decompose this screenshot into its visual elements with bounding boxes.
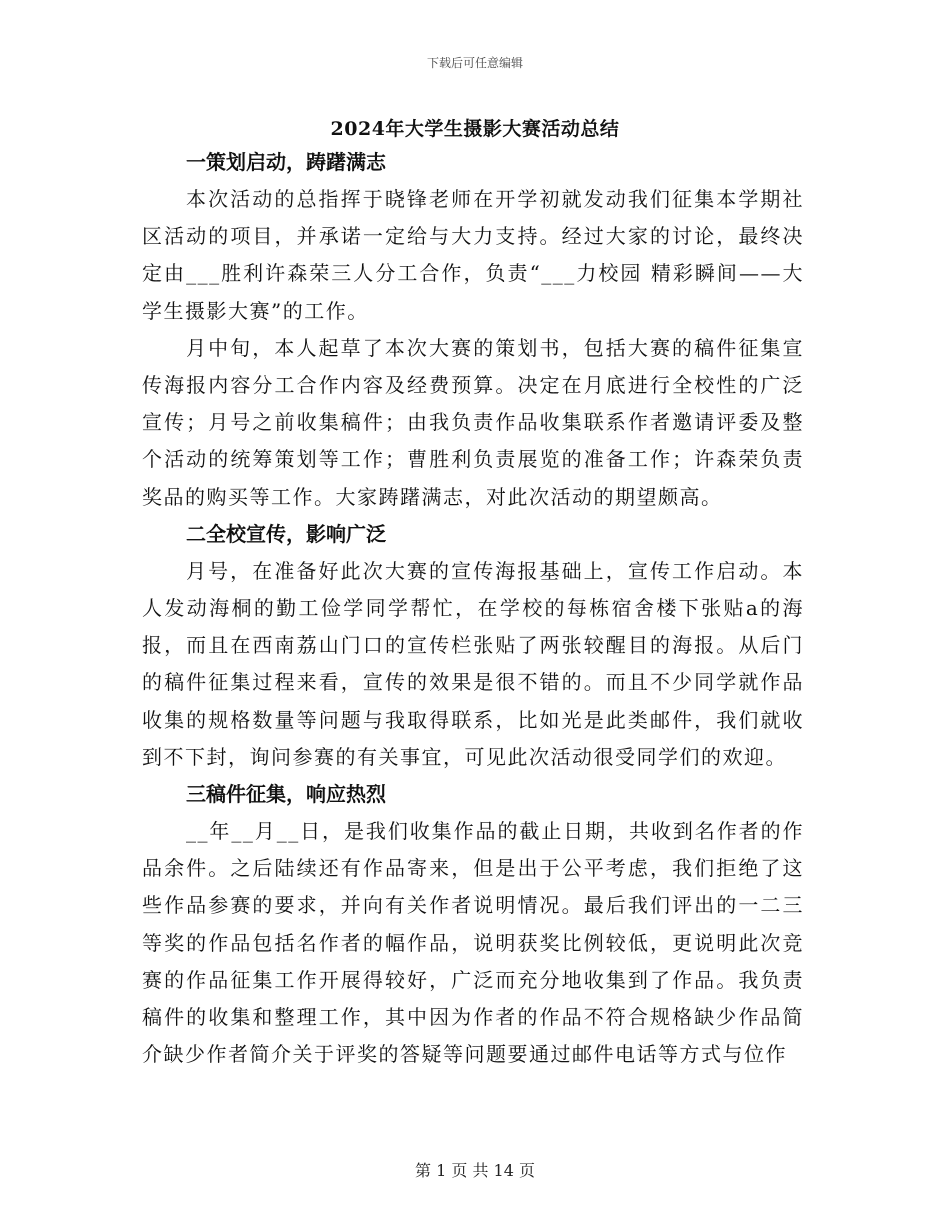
section-1-paragraph-2: 月中旬，本人起草了本次大赛的策划书，包括大赛的稿件征集宣传海报内容分工合作内容及经费预算。决定在月底进行全校性的广泛宣传；月号之前收集稿件；由我负责作品收集联系作者邀请评委及整个活动的统筹策划等工作；曹胜利负责展览的准备工作；许森荣负责奖品的购买等工作。大家踌躇满志，对此次活动的期望颇高。 [142,335,804,509]
section-3-paragraph-1: __年__月__日，是我们收集作品的截止日期，共收到名作者的作品余件。之后陆续还有作品寄来，但是出于公平考虑，我们拒绝了这些作品参赛的要求，并向有关作者说明情况。最后我们评出的一二三等奖的作品包括名作者的幅作品，说明获奖比例较低，更说明此次竞赛的作品征集工作开展得较好，广泛而充分地收集到了作品。我负责稿件的收集和整理工作，其中因为作者的作品不符合规格缺少作品简介缺少作者简介关于评奖的答疑等问题要通过邮件电话等方式与位作 [142,819,804,1067]
document-body [142,144,804,1073]
section-2-paragraph-1: 月号，在准备好此次大赛的宣传海报基础上，宣传工作启动。本人发动海桐的勤工俭学同学帮忙，在学校的每栋宿舍楼下张贴a的海报，而且在西南荔山门口的宣传栏张贴了两张较醒目的海报。从后门的稿件征集过程来看，宣传的效果是很不错的。而且不少同学就作品收集的规格数量等问题与我取得联系，比如光是此类邮件，我们就收到不下封，询问参赛的有关事宜，可见此次活动很受同学们的欢迎。 [142,558,804,769]
section-1-paragraph-1: 本次活动的总指挥于晓锋老师在开学初就发动我们征集本学期社区活动的项目，并承诺一定给与大力支持。经过大家的讨论，最终决定由___胜利许森荣三人分工合作，负责“___力校园 精彩瞬间——大学生摄影大赛”的工作。 [142,187,804,323]
document-title: 2024年大学生摄影大赛活动总结 [330,118,620,140]
section-heading-1: 一策划启动，踌躇满志 [186,150,386,174]
section-heading-2: 二全校宣传，影响广泛 [186,521,386,546]
page-number-footer: 第 1 页 共 14 页 [415,1161,535,1180]
section-heading-3: 三稿件征集，响应热烈 [186,782,386,807]
header-note: 下载后可任意编辑 [426,56,523,70]
